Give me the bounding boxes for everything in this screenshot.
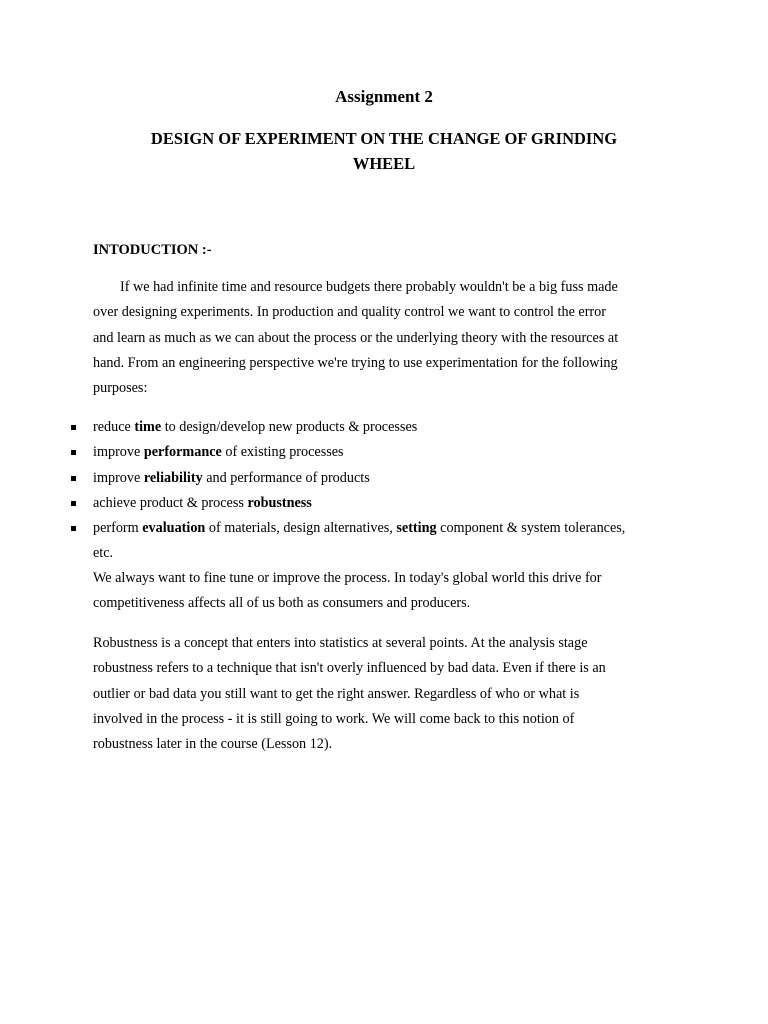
purposes-list — [0, 415, 768, 567]
robustness-line-5: robustness later in the course (Lesson 12). — [93, 736, 333, 753]
intro-line-4: hand. From an engineering perspective we're trying to use experimentation for the following — [93, 354, 618, 371]
document-subtitle — [90, 126, 678, 176]
square-bullet-icon — [71, 425, 76, 430]
square-bullet-icon — [71, 450, 76, 455]
intro-paragraph — [93, 275, 683, 401]
subtitle-line-2: WHEEL — [352, 154, 416, 173]
list-item: perform evaluation of materials, design alternatives, setting component & system tolerances, — [0, 516, 768, 541]
square-bullet-icon — [71, 501, 76, 506]
intro-line-1: If we had infinite time and resource budgets there probably wouldn't be a big fuss made — [120, 279, 618, 295]
robustness-paragraph — [93, 631, 683, 757]
intro-line-3: and learn as much as we can about the process or the underlying theory with the resources at — [93, 329, 619, 346]
list-item: improve reliability and performance of products — [0, 466, 768, 491]
robustness-line-2: robustness refers to a technique that isn't overly influenced by bad data. Even if there is an — [93, 660, 606, 677]
document-title: Assignment 2 — [335, 87, 433, 106]
intro-line-2: over designing experiments. In production and quality control we want to control the error — [93, 304, 606, 321]
improvement-line-2: competitiveness affects all of us both as consumers and producers. — [93, 595, 471, 612]
intro-line-5: purposes: — [93, 380, 148, 397]
list-item-continuation: etc. — [93, 545, 114, 562]
list-item: achieve product & process robustness — [0, 491, 768, 516]
robustness-line-3: outlier or bad data you still want to get the right answer. Regardless of who or what is — [93, 685, 580, 702]
list-item: reduce time to design/develop new products & processes — [0, 415, 768, 440]
robustness-line-4: involved in the process - it is still going to work. We will come back to this notion of — [93, 710, 575, 727]
subtitle-line-1: DESIGN OF EXPERIMENT ON THE CHANGE OF GRINDING — [150, 129, 618, 148]
robustness-line-1: Robustness is a concept that enters into statistics at several points. At the analysis stage — [93, 635, 588, 651]
square-bullet-icon — [71, 476, 76, 481]
square-bullet-icon — [71, 526, 76, 531]
improvement-paragraph — [93, 566, 683, 617]
improvement-line-1: We always want to fine tune or improve the process. In today's global world this drive for — [93, 570, 602, 586]
list-item: improve performance of existing processes — [0, 440, 768, 465]
section-heading-introduction: INTODUCTION :- — [93, 242, 212, 258]
